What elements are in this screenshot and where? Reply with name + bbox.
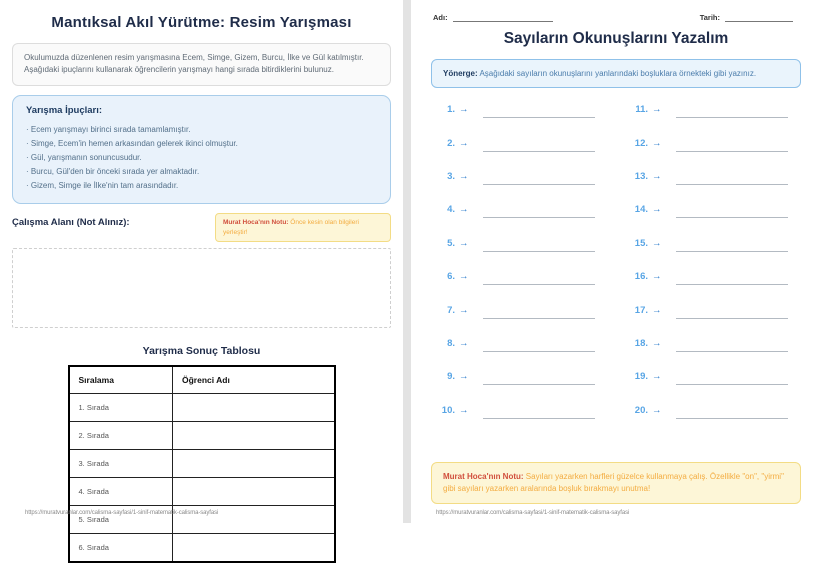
number-label: 13. — [634, 170, 648, 182]
student-name-cell-blank — [173, 534, 335, 563]
page-numbers-worksheet — [411, 0, 821, 523]
instruction-box — [431, 59, 801, 88]
arrow-icon: → — [652, 137, 662, 149]
table-row — [69, 478, 335, 506]
rank-cell: 6. Sırada — [69, 534, 173, 563]
number-label: 12. — [634, 137, 648, 149]
arrow-icon: → — [652, 237, 662, 249]
student-name-cell-blank — [173, 422, 335, 450]
rank-cell: 5. Sırada — [69, 506, 173, 534]
answer-blank-line — [483, 418, 595, 419]
arrow-icon: → — [652, 204, 662, 216]
number-item — [628, 371, 797, 404]
date-blank-line — [725, 13, 793, 22]
student-name-cell-blank — [173, 478, 335, 506]
number-item — [628, 238, 797, 271]
number-item — [628, 271, 797, 304]
clue-item: · Gül, yarışmanın sonuncusudur. — [26, 151, 377, 165]
number-item — [435, 405, 616, 438]
answer-blank-line — [483, 217, 595, 218]
number-item — [435, 305, 616, 338]
number-label: 15. — [634, 237, 648, 249]
rank-cell: 3. Sırada — [69, 450, 173, 478]
numbers-column-1 — [435, 104, 616, 438]
answer-blank-line — [676, 318, 788, 319]
number-item — [435, 238, 616, 271]
page-title: Mantıksal Akıl Yürütme: Resim Yarışması — [51, 14, 352, 31]
number-item — [628, 171, 797, 204]
teacher-note-box — [215, 213, 391, 243]
number-item — [435, 204, 616, 237]
student-name-cell-blank — [173, 394, 335, 422]
rank-cell: 1. Sırada — [69, 394, 173, 422]
number-item — [628, 138, 797, 171]
number-label: 4. — [447, 204, 455, 216]
clue-item: · Ecem yarışmayı birinci sırada tamamlamıştır. — [26, 123, 377, 137]
page-logic-worksheet — [0, 0, 403, 553]
name-label: Adı: — [433, 13, 448, 22]
answer-blank-line — [483, 351, 595, 352]
number-item — [435, 171, 616, 204]
intro-box — [12, 43, 391, 86]
answer-blank-line — [483, 251, 595, 252]
teacher-note-text: Önce kesin olan bilgileri yerleştir! — [223, 218, 359, 236]
clues-heading: Yarışma İpuçları: — [26, 104, 103, 116]
table-row — [69, 394, 335, 422]
number-item — [628, 338, 797, 371]
answer-blank-line — [676, 117, 788, 118]
number-label: 10. — [441, 404, 455, 416]
answer-blank-line — [483, 184, 595, 185]
arrow-icon: → — [459, 337, 469, 349]
rank-cell: 4. Sırada — [69, 478, 173, 506]
teacher-note-text: Sayıları yazarken harfleri güzelce kullanmaya çalış. Özellikle "on", "yirmi" gibi sayıları yazarken aralarında boşluk bırakmayı unutma! — [443, 472, 784, 494]
answer-blank-line — [483, 318, 595, 319]
result-table-title: Yarışma Sonuç Tablosu — [142, 345, 261, 358]
number-item — [435, 104, 616, 137]
number-item — [435, 338, 616, 371]
numbers-column-2 — [616, 104, 797, 438]
work-area-row — [12, 213, 391, 243]
answer-blank-line — [676, 418, 788, 419]
number-label: 3. — [447, 170, 455, 182]
clue-item: · Gizem, Simge ile İlke'nin tam arasındadır. — [26, 179, 377, 193]
arrow-icon: → — [459, 170, 469, 182]
work-area-label: Çalışma Alanı (Not Alınız): — [12, 216, 130, 228]
arrow-icon: → — [459, 137, 469, 149]
arrow-icon: → — [652, 371, 662, 383]
footer-url: https://muratvuranlar.com/calisma-sayfasi/1-sinif-matematik-calisma-sayfasi — [436, 510, 630, 516]
work-area-blank — [12, 248, 391, 328]
arrow-icon: → — [459, 104, 469, 116]
arrow-icon: → — [652, 337, 662, 349]
arrow-icon: → — [459, 271, 469, 283]
number-label: 19. — [634, 371, 648, 383]
instruction-text: Aşağıdaki sayıların okunuşlarını yanlarındaki boşluklara örnekteki gibi yazınız. — [479, 69, 757, 78]
answer-blank-line — [483, 284, 595, 285]
table-row — [69, 422, 335, 450]
number-item — [435, 271, 616, 304]
arrow-icon: → — [652, 104, 662, 116]
number-label: 5. — [447, 237, 455, 249]
number-label: 17. — [634, 304, 648, 316]
teacher-note-box — [431, 462, 801, 504]
arrow-icon: → — [652, 170, 662, 182]
number-label: 14. — [634, 204, 648, 216]
instruction-label: Yönerge: — [443, 69, 478, 78]
number-label: 20. — [634, 404, 648, 416]
answer-blank-line — [676, 384, 788, 385]
date-label: Tarih: — [699, 13, 720, 22]
number-label: 6. — [447, 271, 455, 283]
intro-text: Okulumuzda düzenlenen resim yarışmasına Ecem, Simge, Gizem, Burcu, İlke ve Gül katılmıştır. Aşağıdaki ipuçlarını kullanarak öğrencilerin yarışmayı hangi sırada bitirdiklerini bulunuz. — [24, 53, 364, 75]
column-header-rank: Sıralama — [69, 366, 173, 394]
answer-blank-line — [676, 151, 788, 152]
answer-blank-line — [676, 251, 788, 252]
name-blank-line — [453, 13, 553, 22]
number-label: 16. — [634, 271, 648, 283]
name-date-header — [433, 13, 793, 22]
numbers-grid — [435, 104, 797, 438]
arrow-icon: → — [459, 304, 469, 316]
number-label: 7. — [447, 304, 455, 316]
number-item — [628, 305, 797, 338]
number-item — [435, 371, 616, 404]
number-label: 18. — [634, 337, 648, 349]
footer-url: https://muratvuranlar.com/calisma-sayfasi/1-sinif-matematik-calisma-sayfasi — [25, 510, 219, 516]
arrow-icon: → — [652, 404, 662, 416]
number-label: 1. — [447, 104, 455, 116]
number-label: 11. — [635, 104, 648, 116]
arrow-icon: → — [652, 271, 662, 283]
number-item — [628, 204, 797, 237]
column-header-student: Öğrenci Adı — [173, 366, 335, 394]
arrow-icon: → — [459, 204, 469, 216]
table-header-row — [69, 366, 335, 394]
number-label: 8. — [447, 337, 455, 349]
table-row — [69, 450, 335, 478]
teacher-note-label: Murat Hoca'nın Notu: — [443, 472, 524, 482]
table-row — [69, 534, 335, 563]
number-item — [628, 405, 797, 438]
number-item — [628, 104, 797, 137]
number-label: 9. — [447, 371, 455, 383]
result-table — [68, 365, 336, 563]
page-divider — [403, 0, 411, 523]
page-title: Sayıların Okunuşlarını Yazalım — [503, 30, 729, 47]
clue-item: · Burcu, Gül'den bir önceki sırada yer almaktadır. — [26, 165, 377, 179]
clue-item: · Simge, Ecem'in hemen arkasından gelerek ikinci olmuştur. — [26, 137, 377, 151]
student-name-cell-blank — [173, 450, 335, 478]
answer-blank-line — [676, 351, 788, 352]
answer-blank-line — [676, 217, 788, 218]
clues-list — [26, 123, 377, 193]
rank-cell: 2. Sırada — [69, 422, 173, 450]
answer-blank-line — [483, 384, 595, 385]
answer-blank-line — [676, 184, 788, 185]
arrow-icon: → — [459, 371, 469, 383]
answer-blank-line — [676, 284, 788, 285]
teacher-note-label: Murat Hoca'nın Notu: — [223, 218, 289, 226]
clues-box — [12, 95, 391, 204]
answer-blank-line — [483, 117, 595, 118]
arrow-icon: → — [459, 404, 469, 416]
arrow-icon: → — [652, 304, 662, 316]
number-item — [435, 138, 616, 171]
number-label: 2. — [447, 137, 455, 149]
answer-blank-line — [483, 151, 595, 152]
arrow-icon: → — [459, 237, 469, 249]
